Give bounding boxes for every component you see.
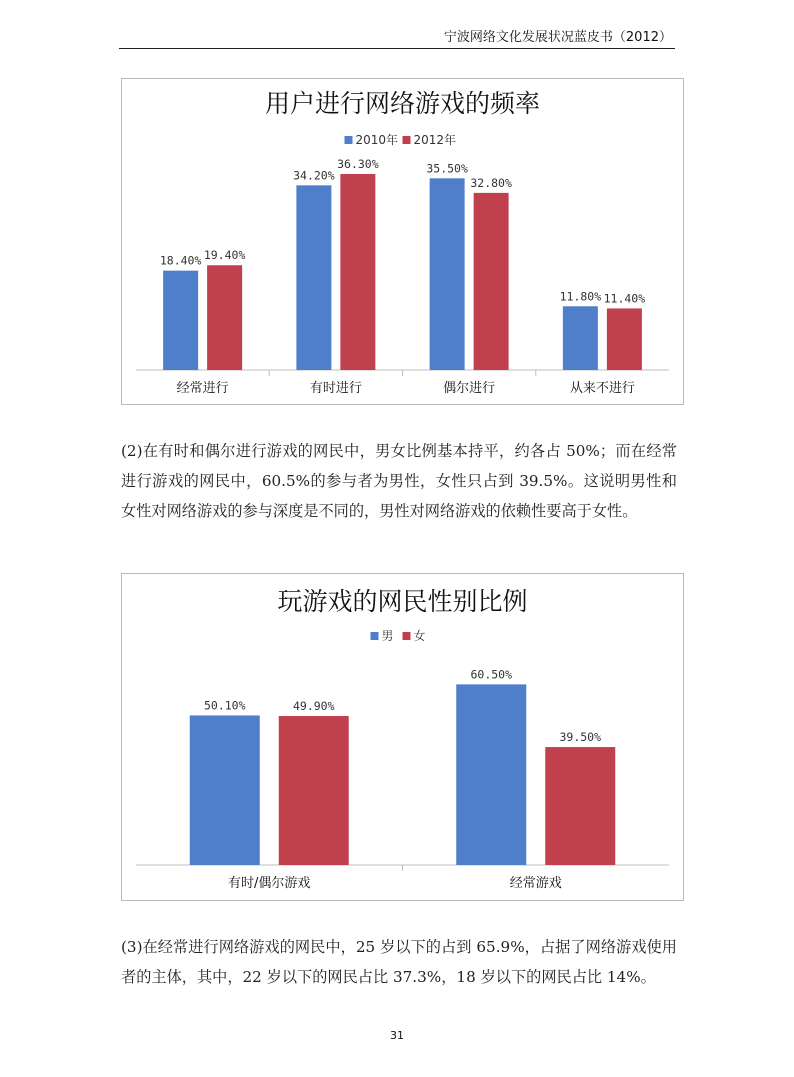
data-label: 36.30% [337, 156, 379, 171]
data-label: 39.50% [559, 730, 602, 745]
data-label: 49.90% [292, 699, 335, 714]
bar [279, 716, 349, 865]
data-label: 35.50% [426, 161, 468, 176]
legend-swatch [403, 632, 411, 640]
chart-title: 玩游戏的网民性别比例 [277, 587, 528, 616]
category-label: 有时/偶尔游戏 [228, 876, 311, 891]
data-label: 11.40% [603, 291, 646, 306]
header-rule [119, 48, 675, 49]
category-label: 有时进行 [309, 381, 362, 396]
category-label: 经常进行 [176, 381, 229, 396]
paragraph-2: (2)在有时和偶尔进行游戏的网民中，男女比例基本持平，约各占 50%；而在经常进行游戏的网民中，60.5%的参与者为男性，女性只占到 39.5%。这说明男性和女性对网络游戏的参与深度是不同的，男性对网络游戏的依赖性要高于女性。 [121, 442, 677, 520]
data-label: 32.80% [470, 175, 512, 190]
bar [340, 174, 375, 370]
paragraph-3: (3)在经常进行网络游戏的网民中，25 岁以下的占到 65.9%，占据了网络游戏使用者的主体，其中，22 岁以下的网民占比 37.3%，18 岁以下的网民占比 14%。 [121, 938, 677, 986]
legend-swatch [345, 136, 353, 144]
legend-swatch [371, 632, 379, 640]
bar [607, 308, 642, 370]
data-label: 19.40% [203, 248, 246, 263]
data-label: 18.40% [159, 253, 202, 268]
page-number: 31 [390, 1029, 404, 1042]
data-label: 11.80% [559, 289, 602, 304]
legend-label: 2010年 [355, 133, 399, 147]
bar [430, 178, 465, 370]
category-label: 从来不进行 [569, 381, 635, 396]
legend-label: 男 [381, 629, 394, 643]
bar [456, 684, 526, 865]
bar [163, 271, 198, 370]
frequency-chart-svg [122, 79, 683, 404]
data-label: 50.10% [203, 698, 246, 713]
data-label: 60.50% [470, 667, 513, 682]
gender-chart-svg [122, 574, 683, 900]
data-label: 34.20% [293, 168, 335, 183]
frequency-chart [121, 78, 684, 405]
chart-title: 用户进行网络游戏的频率 [264, 89, 541, 118]
running-header: 宁波网络文化发展状况蓝皮书（2012） [443, 30, 672, 45]
bar [545, 747, 615, 865]
bar [474, 193, 509, 370]
category-label: 偶尔进行 [443, 381, 496, 396]
legend-label: 女 [413, 629, 426, 643]
legend-swatch [403, 136, 411, 144]
bar [563, 306, 598, 370]
gender-chart [121, 573, 684, 901]
legend-label: 2012年 [413, 133, 457, 147]
bar [207, 265, 242, 370]
bar [296, 185, 331, 370]
category-label: 经常游戏 [509, 876, 562, 891]
bar [190, 715, 260, 865]
